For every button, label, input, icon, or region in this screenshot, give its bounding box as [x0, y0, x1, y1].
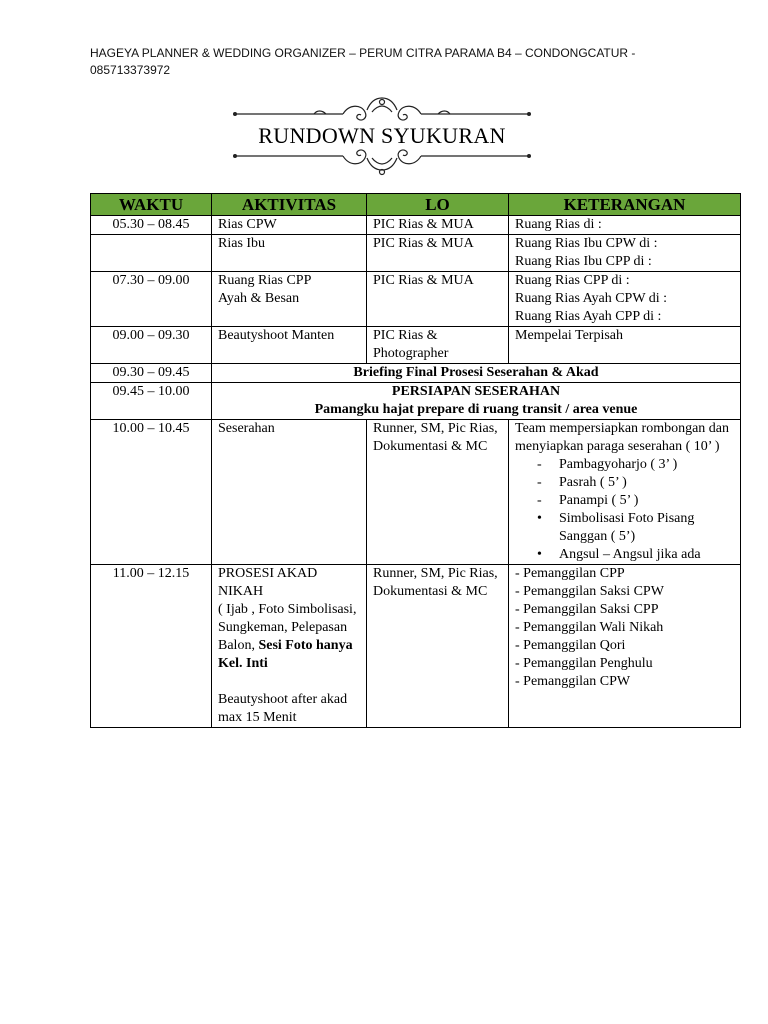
- list-item: • Angsul – Angsul jika ada: [515, 546, 734, 564]
- activity-line: PROSESI AKAD NIKAH: [218, 566, 318, 599]
- time-cell: [91, 235, 212, 272]
- note-cell: [509, 565, 741, 728]
- note-cell: [509, 420, 741, 565]
- note-line: Ruang Rias Ayah CPW di :: [515, 291, 668, 306]
- dash-list: [515, 456, 734, 510]
- activity-line: ( Ijab , Foto Simbolisasi, Sungkeman, Pelepasan Balon,: [218, 602, 357, 653]
- rundown-table: [90, 193, 741, 728]
- table-row: [91, 364, 741, 383]
- bullet-list: [515, 510, 734, 564]
- note-cell: [509, 272, 741, 327]
- note-line: Ruang Rias Ibu CPP di :: [515, 254, 652, 269]
- time-cell: 09.30 – 09.45: [91, 364, 212, 383]
- time-cell: 10.00 – 10.45: [91, 420, 212, 565]
- lo-cell: Runner, SM, Pic Rias, Dokumentasi & MC: [367, 565, 509, 728]
- time-cell: 11.00 – 12.15: [91, 565, 212, 728]
- note-line: Ruang Rias CPP di :: [515, 273, 630, 288]
- time-cell: 09.00 – 09.30: [91, 327, 212, 364]
- time-cell: 09.45 – 10.00: [91, 383, 212, 420]
- note-cell: Mempelai Terpisah: [509, 327, 741, 364]
- lo-cell: PIC Rias & MUA: [367, 272, 509, 327]
- time-cell: 05.30 – 08.45: [91, 216, 212, 235]
- activity-cell: Rias CPW: [212, 216, 367, 235]
- list-item: • Simbolisasi Foto Pisang Sanggan ( 5’): [515, 510, 734, 546]
- note-line: - Pemanggilan Saksi CPP: [515, 602, 659, 617]
- column-header-waktu: WAKTU: [91, 194, 212, 216]
- activity-cell: Rias Ibu: [212, 235, 367, 272]
- document-title: RUNDOWN SYUKURAN: [258, 123, 506, 148]
- activity-cell: Beautyshoot Manten: [212, 327, 367, 364]
- table-row: [91, 272, 741, 327]
- preparation-heading: PERSIAPAN SESERAHAN: [391, 384, 561, 399]
- time-cell: 07.30 – 09.00: [91, 272, 212, 327]
- lo-cell: PIC Rias & MUA: [367, 235, 509, 272]
- briefing-cell: Briefing Final Prosesi Seserahan & Akad: [212, 364, 741, 383]
- table-row: [91, 383, 741, 420]
- note-line: - Pemanggilan CPW: [515, 674, 631, 689]
- lo-cell: PIC Rias & MUA: [367, 216, 509, 235]
- list-item: - Panampi ( 5’ ): [515, 492, 734, 510]
- note-cell: [509, 235, 741, 272]
- table-row: [91, 565, 741, 728]
- note-line: - Pemanggilan Saksi CPW: [515, 584, 664, 599]
- preparation-cell: [212, 383, 741, 420]
- preparation-detail: Pamangku hajat prepare di ruang transit / area venue: [314, 402, 638, 417]
- lo-cell: Runner, SM, Pic Rias, Dokumentasi & MC: [367, 420, 509, 565]
- spacer: [218, 673, 360, 691]
- list-item: - Pambagyoharjo ( 3’ ): [515, 456, 734, 474]
- column-header-aktivitas: AKTIVITAS: [212, 194, 367, 216]
- column-header-lo: LO: [367, 194, 509, 216]
- lo-cell: PIC Rias & Photographer: [367, 327, 509, 364]
- note-intro: Team mempersiapkan rombongan dan menyiapkan paraga seserahan ( 10’ ): [515, 421, 730, 454]
- activity-cell: Seserahan: [212, 420, 367, 565]
- table-header-row: [91, 194, 741, 216]
- table-row: [91, 235, 741, 272]
- activity-line: Ruang Rias CPP: [218, 273, 312, 288]
- table-row: [91, 216, 741, 235]
- note-line: - Pemanggilan Qori: [515, 638, 626, 653]
- list-item: - Pasrah ( 5’ ): [515, 474, 734, 492]
- note-line: - Pemanggilan Wali Nikah: [515, 620, 664, 635]
- activity-highlight: Sesi Foto hanya Kel. Inti: [218, 638, 353, 671]
- table-row: [91, 327, 741, 364]
- note-cell: Ruang Rias di :: [509, 216, 741, 235]
- activity-cell: [212, 272, 367, 327]
- note-line: - Pemanggilan Penghulu: [515, 656, 653, 671]
- note-line: - Pemanggilan CPP: [515, 566, 625, 581]
- activity-cell: [212, 565, 367, 728]
- activity-line: Ayah & Besan: [218, 291, 300, 306]
- activity-line: Beautyshoot after akad max 15 Menit: [218, 692, 348, 725]
- note-line: Ruang Rias Ibu CPW di :: [515, 236, 658, 251]
- note-line: Ruang Rias Ayah CPP di :: [515, 309, 662, 324]
- table-row: [91, 420, 741, 565]
- letterhead: HAGEYA PLANNER & WEDDING ORGANIZER – PERUM CITRA PARAMA B4 – CONDONGCATUR - 085713373972: [90, 46, 636, 77]
- column-header-keterangan: KETERANGAN: [509, 194, 741, 216]
